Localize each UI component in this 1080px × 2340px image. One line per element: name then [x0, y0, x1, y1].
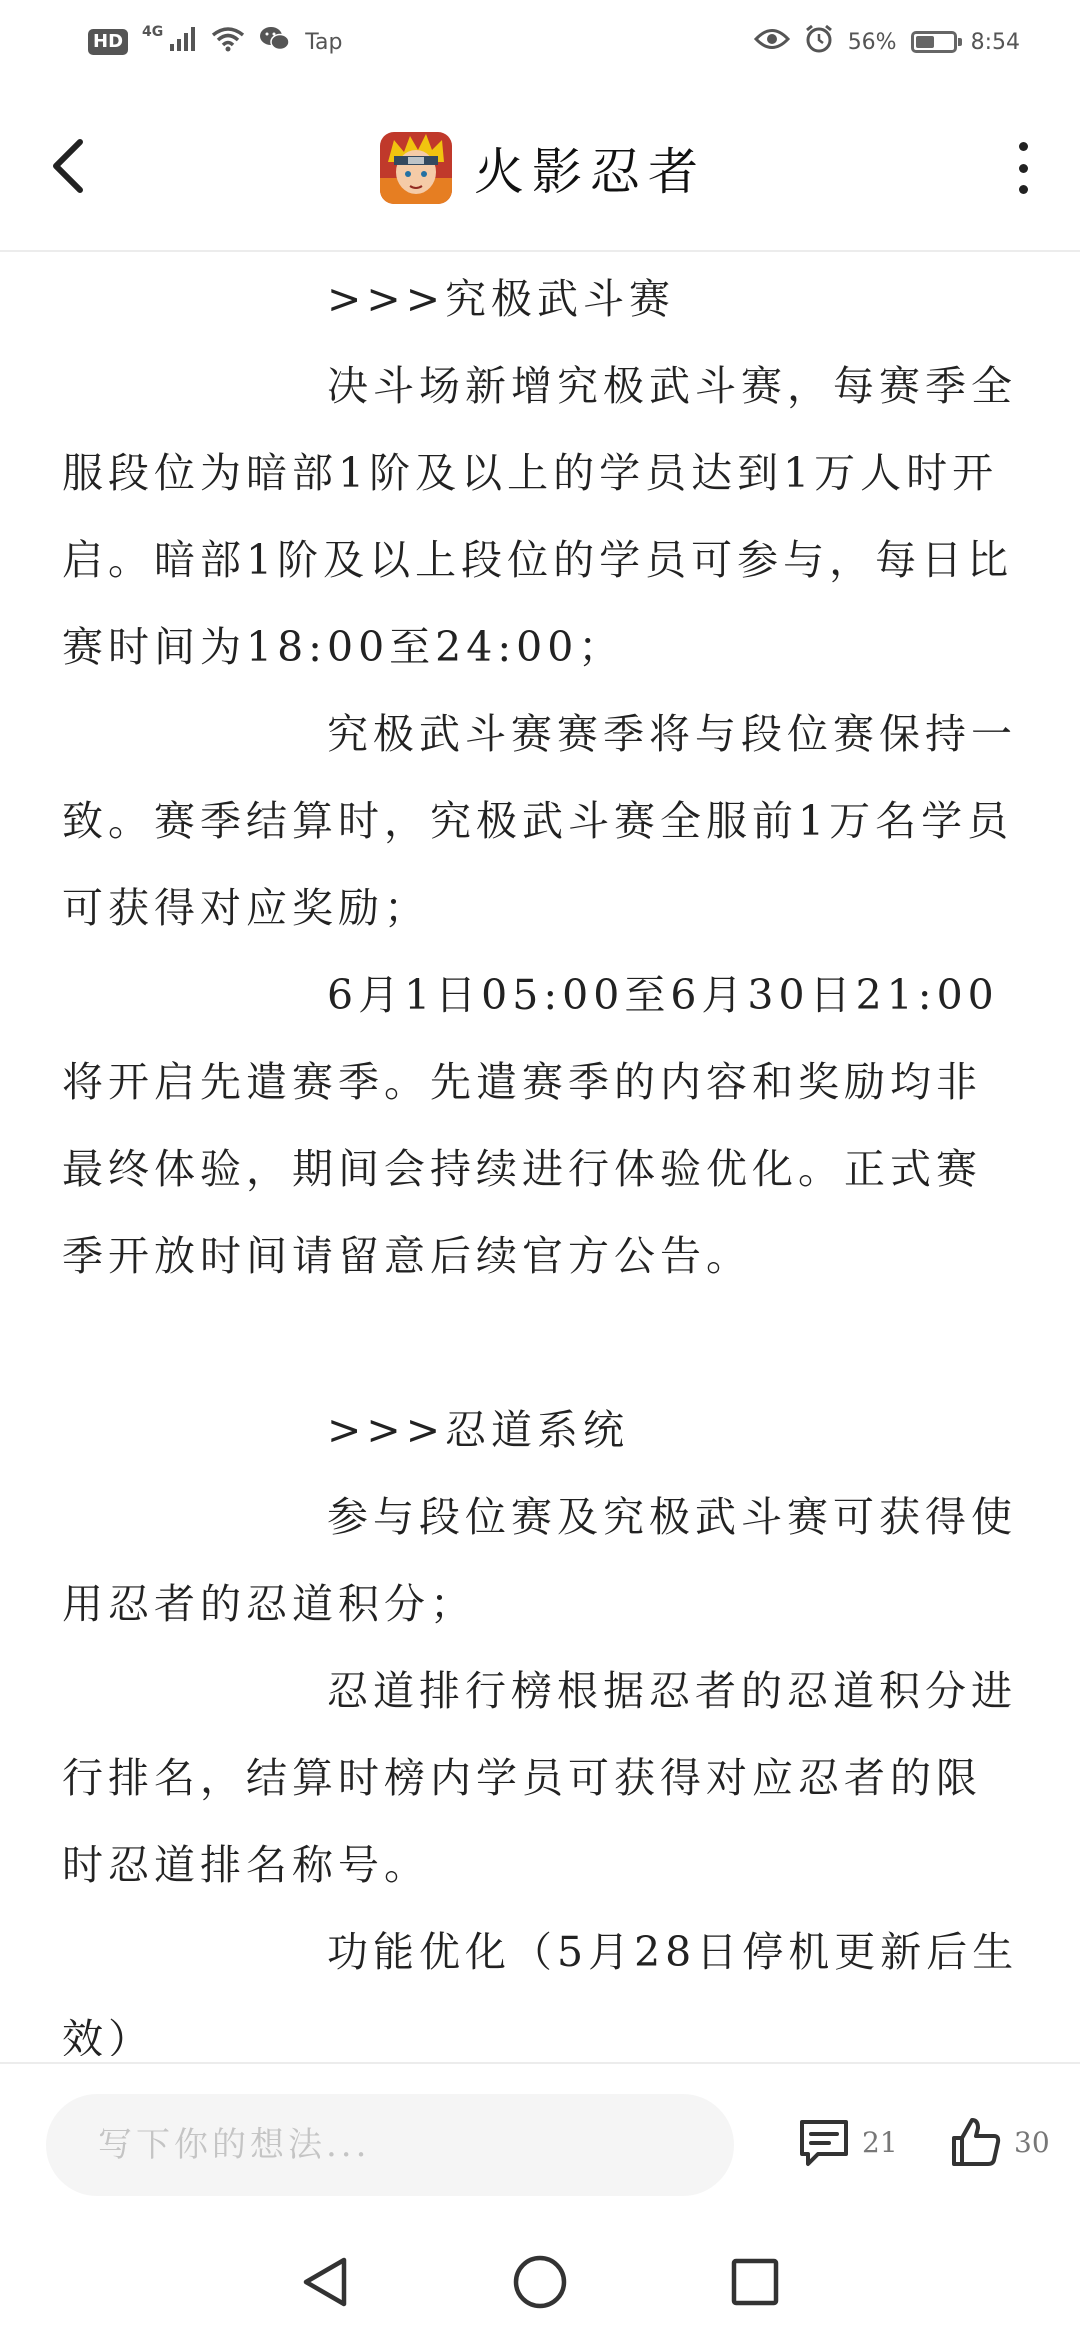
- paragraph: 决斗场新增究极武斗赛，每赛季全服段位为暗部1阶及以上的学员达到1万人时开启。暗部1阶及以上段位的学员可参与，每日比赛时间为18:00至24:00；: [62, 362, 1017, 671]
- status-bar: [0, 0, 1080, 84]
- circle-home-icon: [512, 2254, 568, 2310]
- square-recents-icon: [730, 2257, 780, 2307]
- comment-icon: [796, 2114, 852, 2170]
- app-header: [0, 84, 1080, 252]
- title-group: [380, 130, 706, 206]
- paragraph: 参与段位赛及究极武斗赛可获得使用忍者的忍道积分；: [62, 1493, 1017, 1628]
- paragraph: 6月1日05:00至6月30日21:00将开启先遣赛季。先遣赛季的内容和奖励均非最终体验，期间会持续进行体验优化。正式赛季开放时间请留意后续官方公告。: [62, 971, 999, 1280]
- more-dot-icon: [1019, 185, 1028, 194]
- system-nav-bar: [0, 2224, 1080, 2340]
- eye-icon: [754, 26, 790, 59]
- wechat-icon: [259, 25, 291, 60]
- more-dot-icon: [1019, 142, 1028, 151]
- page-title: 火影忍者: [474, 143, 706, 201]
- battery-icon: [911, 31, 957, 53]
- more-dot-icon: [1019, 164, 1028, 173]
- alarm-icon: [804, 24, 834, 61]
- section-heading: >>>忍道系统: [327, 1406, 630, 1454]
- network-type: 4G: [142, 24, 164, 40]
- comment-button[interactable]: [796, 2114, 898, 2170]
- back-button[interactable]: [38, 134, 98, 198]
- wifi-icon: [211, 26, 245, 59]
- section-heading: >>>究极武斗赛: [327, 275, 676, 323]
- game-avatar: [380, 132, 452, 204]
- status-left: [88, 25, 343, 60]
- nav-recents-button[interactable]: [725, 2252, 785, 2312]
- spacer: [62, 1300, 1022, 1387]
- comment-bar: [0, 2062, 1080, 2222]
- chevron-left-icon: [48, 138, 88, 194]
- nav-home-button[interactable]: [510, 2252, 570, 2312]
- paragraph: 忍道排行榜根据忍者的忍道积分进行排名，结算时榜内学员可获得对应忍者的限时忍道排名称号。: [62, 1667, 1017, 1889]
- like-button[interactable]: [948, 2114, 1050, 2170]
- battery-percent: 56%: [847, 29, 897, 55]
- article-content: [62, 256, 1022, 2056]
- tap-label: Tap: [305, 29, 343, 55]
- comment-input[interactable]: [46, 2094, 734, 2196]
- nav-back-button[interactable]: [295, 2252, 355, 2312]
- like-count: 30: [1014, 2125, 1050, 2159]
- clock: 8:54: [970, 29, 1020, 55]
- status-right: [754, 24, 1020, 61]
- triangle-back-icon: [300, 2255, 350, 2309]
- section-heading: 功能优化（5月28日停机更新后生效）: [62, 1928, 1019, 2056]
- paragraph: 究极武斗赛赛季将与段位赛保持一致。赛季结算时，究极武斗赛全服前1万名学员可获得对应奖励；: [62, 710, 1017, 932]
- thumbs-up-icon: [948, 2114, 1004, 2170]
- comment-count: 21: [862, 2125, 898, 2159]
- battery-level: [916, 36, 934, 48]
- more-options-button[interactable]: [1008, 142, 1038, 194]
- hd-badge: HD: [88, 29, 128, 55]
- signal-icon: [169, 26, 197, 59]
